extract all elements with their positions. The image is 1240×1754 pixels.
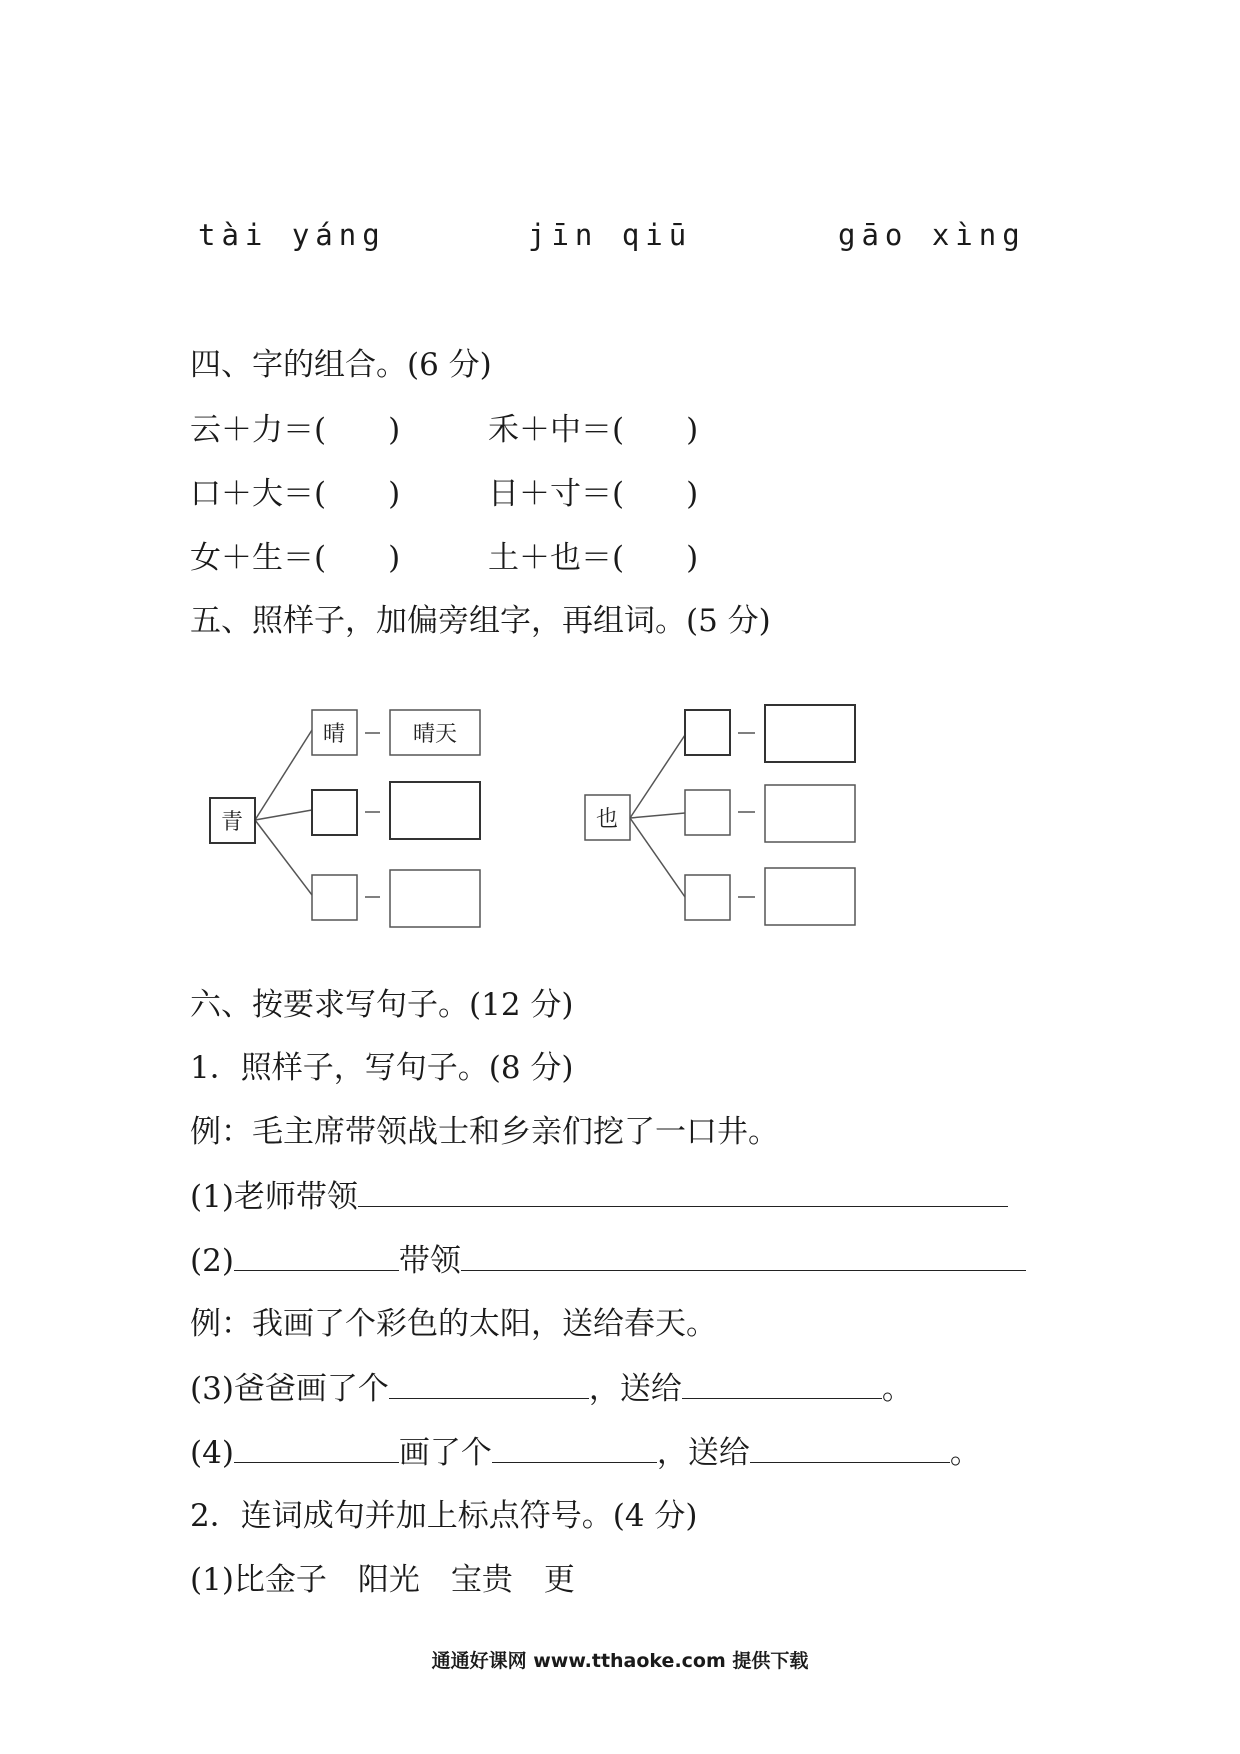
- example-word: 晴天: [412, 722, 458, 747]
- right-char-box-3: [685, 875, 730, 920]
- sentence-4-end: 。: [949, 1435, 981, 1471]
- right-root-char: 也: [595, 807, 619, 832]
- sentence-2-num: (2): [190, 1243, 234, 1279]
- sentence-5: (1)比金子 阳光 宝贵 更: [190, 1562, 575, 1598]
- sentence-4-mid1: 画了个: [398, 1435, 492, 1471]
- section4-title: 四、字的组合。(6 分): [190, 347, 492, 383]
- right-char-box-2: [685, 790, 730, 835]
- q1-title: 1．照样子，写句子。(8 分): [190, 1050, 574, 1086]
- combo-row-2-right: 日＋寸＝( ): [488, 476, 699, 512]
- example-2: 例：我画了个彩色的太阳，送给春天。: [190, 1306, 717, 1342]
- right-word-box-1: [765, 705, 855, 762]
- left-char-box-2: [312, 790, 357, 835]
- combo-row-2-left: 口＋大＝( ): [190, 476, 401, 512]
- combo-row-3-right: 土＋也＝( ): [488, 540, 699, 576]
- sentence-3: [190, 1368, 913, 1409]
- blank-4c[interactable]: [750, 1432, 950, 1463]
- blank-2b[interactable]: [461, 1240, 1026, 1271]
- q2-title: 2．连词成句并加上标点符号。(4 分): [190, 1498, 698, 1534]
- sentence-4-mid2: ，送给: [656, 1435, 750, 1471]
- pinyin-1: tài yáng: [198, 218, 386, 252]
- left-word-box-3: [390, 870, 480, 927]
- sentence-1: [190, 1176, 1008, 1217]
- left-word-box-2: [390, 782, 480, 839]
- example-char: 晴: [322, 722, 346, 747]
- combo-row-1-right: 禾＋中＝( ): [488, 412, 699, 448]
- sentence-4-num: (4): [190, 1435, 234, 1471]
- sentence-1-label: (1)老师带领: [190, 1179, 358, 1215]
- left-char-box-3: [312, 875, 357, 920]
- example-1: 例：毛主席带领战士和乡亲们挖了一口井。: [190, 1114, 779, 1150]
- blank-4b[interactable]: [492, 1432, 657, 1463]
- footer: 通通好课网 www.tthaoke.com 提供下载: [431, 1650, 809, 1672]
- combo-row-3-left: 女＋生＝( ): [190, 540, 401, 576]
- blank-2a[interactable]: [234, 1240, 399, 1271]
- section6-title: 六、按要求写句子。(12 分): [190, 987, 574, 1023]
- blank-1[interactable]: [358, 1176, 1008, 1207]
- blank-3a[interactable]: [389, 1368, 589, 1399]
- right-char-box-1: [685, 710, 730, 755]
- combo-row-1-left: 云＋力＝( ): [190, 412, 401, 448]
- left-root-char: 青: [220, 810, 244, 835]
- blank-3b[interactable]: [682, 1368, 882, 1399]
- sentence-4: [190, 1432, 981, 1473]
- sentence-2: [190, 1240, 1026, 1281]
- section5-title: 五、照样子，加偏旁组字，再组词。(5 分): [190, 603, 771, 639]
- pinyin-3: gāo xìng: [838, 218, 1026, 252]
- sentence-3-label: (3)爸爸画了个: [190, 1371, 389, 1407]
- right-word-box-3: [765, 868, 855, 925]
- blank-4a[interactable]: [234, 1432, 399, 1463]
- radical-diagram: [195, 690, 895, 940]
- sentence-3-mid: ，送给: [588, 1371, 682, 1407]
- pinyin-2: jīn qiū: [528, 218, 693, 252]
- right-word-box-2: [765, 785, 855, 842]
- sentence-3-end: 。: [881, 1371, 913, 1407]
- sentence-2-label: 带领: [398, 1243, 461, 1279]
